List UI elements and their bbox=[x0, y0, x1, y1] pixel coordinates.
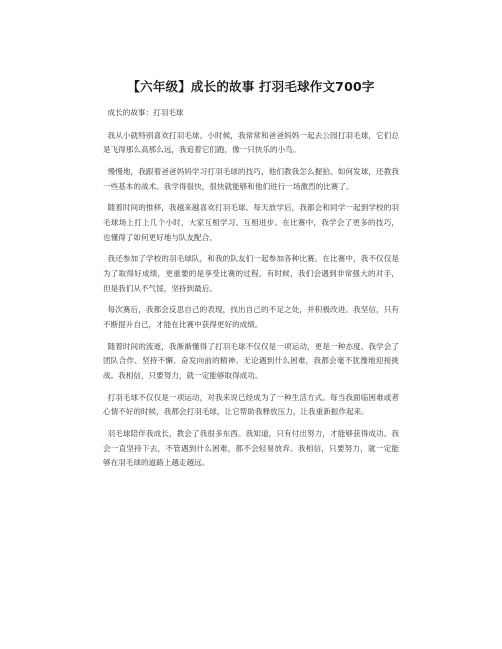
body-paragraph: 每次赛后，我都会反思自己的表现，找出自己的不足之处，并积极改进。我坚信，只有不断提升自己，才能在比赛中获得更好的成绩。 bbox=[103, 305, 399, 329]
body-paragraph: 羽毛球陪伴我成长，教会了我很多东西。我知道，只有付出努力，才能够获得成功。我会一直坚持下去，不管遇到什么困难，都不会轻易放弃。我相信，只要努力，就一定能够在羽毛球的道路上越走越远。 bbox=[103, 429, 399, 468]
body-paragraph: 随着时间的流逝，我渐渐懂得了打羽毛球不仅仅是一项运动，更是一种态度。我学会了团队合作、坚持不懈、奋发向前的精神。无论遇到什么困难，我都会毫不犹豫地迎接挑战。我相信，只要努力，就一定能够取得成功。 bbox=[103, 341, 399, 380]
body-paragraph: 我还参加了学校的羽毛球队，和我的队友们一起参加各种比赛。在比赛中，我不仅仅是为了取得好成绩，更重要的是享受比赛的过程。有时候，我们会遇到非常强大的对手，但是我们从不气馁，坚持到最后。 bbox=[103, 254, 399, 293]
document-body bbox=[103, 106, 399, 478]
body-paragraph: 慢慢地，我跟着爸爸妈妈学习打羽毛球的技巧，他们教我怎么握拍、如何发球，还教我一些基本的战术。我学得很快，很快就能够和他们进行一场激烈的比赛了。 bbox=[103, 166, 399, 191]
body-paragraph-subtitle: 成长的故事：打羽毛球 bbox=[107, 108, 184, 117]
body-paragraph: 打羽毛球不仅仅是一项运动，对我来说已经成为了一种生活方式。每当我面临困难或者心情不好的时候，我都会打羽毛球，让它帮助我释放压力，让我重新振作起来。 bbox=[103, 392, 399, 417]
body-paragraph: 随着时间的推移，我越来越喜欢打羽毛球。每天放学后，我都会和同学一起到学校的羽毛球场上打上几个小时，大家互相学习、互相进步。在比赛中，我学会了更多的技巧，也懂得了如何更好地与队友配合。 bbox=[103, 203, 399, 242]
document-title: 【六年级】成长的故事 打羽毛球作文700字 bbox=[127, 79, 375, 94]
body-paragraph: 我从小就特别喜欢打羽毛球。小时候，我常常和爸爸妈妈一起去公园打羽毛球，它们总是飞得那么高那么远，我追着它们跑，像一只快乐的小鸟。 bbox=[103, 130, 399, 155]
